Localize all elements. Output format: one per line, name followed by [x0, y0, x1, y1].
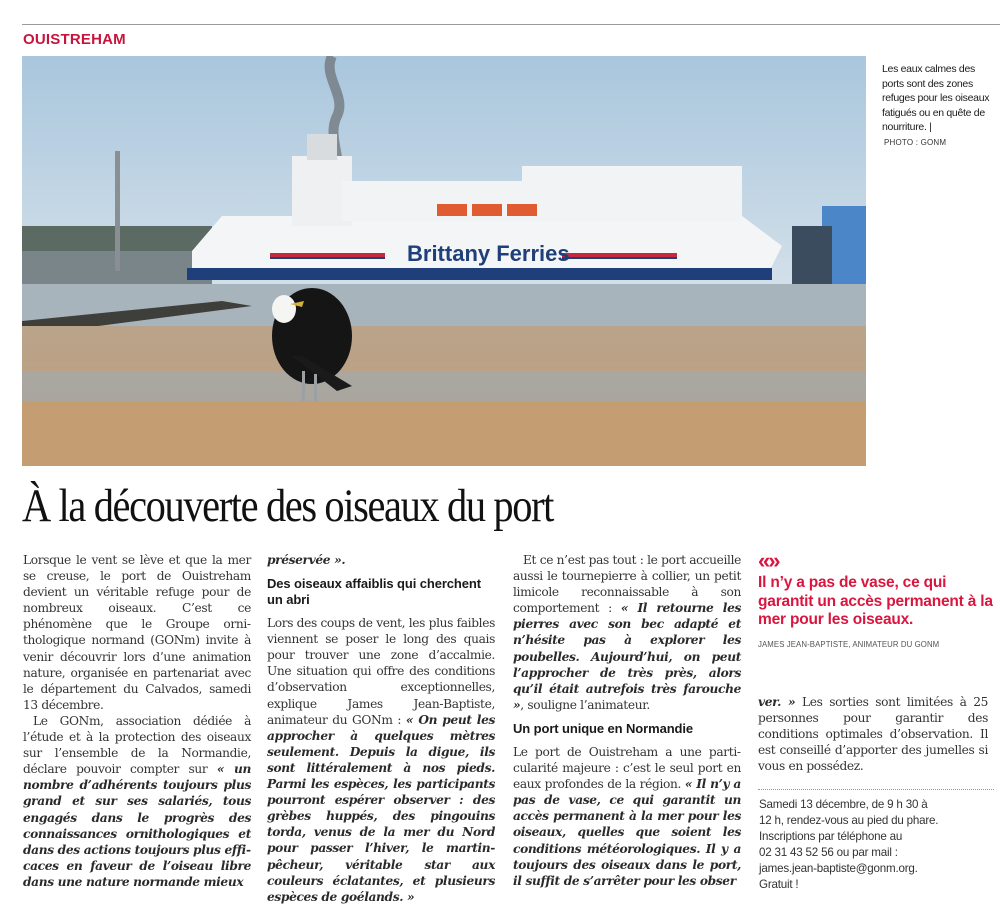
photo-caption — [882, 62, 998, 151]
info-line: Gratuit ! — [759, 878, 799, 891]
pull-quote-author: JAMES JEAN-BAPTISTE, ANIMATEUR DU GONM — [758, 639, 940, 649]
photo-credit: PHOTO : GONM — [884, 137, 947, 147]
info-line: Inscriptions par téléphone au — [759, 830, 903, 843]
paragraph-text: Et ce n’est pas tout : le port accueille aussi le tournepierre à collier, un petit limicole reconnaissable à son comportement : — [513, 553, 741, 616]
article-headline: À la découverte des oiseaux du port — [22, 480, 554, 532]
pull-quote-text: Il n’y a pas de vase, ce qui garantit un accès permanent à la mer pour les oiseaux. — [758, 574, 993, 628]
article-photo — [22, 56, 866, 466]
quote-text: « un nombre d’adhérents toujours plus grand et sur ses salariés, tous engagés dans le progrès des connaissances ornithologiques et dans des actions toujours plus efficaces en faveur de l’oiseau libre dans une nature normande mieux — [23, 762, 252, 889]
ship-logo: Brittany Ferries — [407, 241, 570, 266]
quote-marks-icon: «» — [758, 548, 779, 573]
paragraph-text: , souligne l’animateur. — [520, 697, 650, 712]
paragraph — [267, 615, 495, 905]
paragraph-text: Lors des coups de vent, les plus faibles viennent se poser le long des quais pour trouver une zone d’accalmie. Une situation qui offre des conditions d’observation exceptionnelles, explique James Jean-Baptiste, animateur du GONm : — [267, 616, 495, 727]
paragraph — [513, 744, 741, 889]
quote-text: « Il retourne les pierres avec son bec adapté et n’hésite pas à explorer les poubelles. Aujourd’hui, on peut l’approcher de très près, alors qu’il était autrefois très farouche » — [513, 601, 741, 712]
quote-text: « On peut les approcher à quelques mètres seulement. Depuis la digue, ils sont littéralement à nos pieds. Parmi les espèces, les participants pourront espérer observer : des grèbes huppés, des pingouins torda, venus de la mer du Nord pour passer l’hiver, le martin-pêcheur, véritable star aux couleurs éclatantes, et plusieurs espèces de goélands. » — [267, 712, 495, 904]
ferry-seagull-illustration — [22, 56, 866, 466]
paragraph-text: Les sorties sont limitées à 25 personnes pour garantir des conditions optimales d’observation. Il est conseillé d’apporter des jumelles si vous en possédez. — [758, 695, 989, 774]
quote-text: ver. » — [758, 695, 796, 709]
paragraph — [513, 552, 741, 713]
paragraph — [267, 552, 495, 568]
info-line: 12 h, rendez-vous au pied du phare. — [759, 814, 939, 827]
pull-quote — [758, 548, 994, 649]
info-email: james.jean-baptiste@gonm.org. — [759, 862, 918, 875]
quote-text: préservée ». — [267, 553, 346, 567]
subheading: Des oiseaux affaiblis qui cherchent un abri — [267, 576, 481, 608]
subheading: Un port unique en Normandie — [513, 720, 694, 736]
article-column-4 — [758, 694, 988, 774]
top-rule — [22, 24, 1000, 25]
practical-info-box — [759, 797, 995, 893]
info-line: Samedi 13 décembre, de 9 h 30 à — [759, 798, 928, 811]
section-rubric: OUISTREHAM — [23, 31, 126, 48]
paragraph — [758, 694, 988, 774]
paragraph: Lorsque le vent se lève et que la mer se creuse, le port de Ouistreham devient un véritable refuge pour de nombreux oiseaux. C’est ce phénomène que le Groupe ornithologique normand (GONm) invite à venir découvrir lors d’une animation nature, organisée en partenariat avec le département du Calvados, samedi 13 décembre. — [23, 553, 251, 712]
dotted-divider — [758, 789, 994, 790]
paragraph — [23, 713, 251, 890]
article-column-1 — [23, 552, 251, 890]
caption-text: Les eaux calmes des ports sont des zones refuges pour les oiseaux fatigués ou en quête de nourriture. | — [882, 63, 990, 134]
quote-text: « Il n’y a pas de vase, ce qui garantit un accès permanent à la mer pour les oiseaux, quelles que soient les conditions météorologiques. Il y a toujours des oiseaux dans le port, il suffit de s’arrêter pour les obser — [513, 777, 741, 888]
paragraph-text: Le port de Ouistreham a une particularité majeure : c’est le seul port en eaux profondes de la région. — [513, 744, 741, 792]
info-phone: 02 31 43 52 56 ou par mail : — [759, 846, 898, 859]
paragraph-text: Le GONm, association dédiée à l’étude et à la protection des oiseaux sur l’ensemble de la Normandie, déclare pouvoir compter sur — [23, 713, 251, 777]
article-column-2 — [267, 552, 495, 905]
article-column-3 — [513, 552, 741, 889]
